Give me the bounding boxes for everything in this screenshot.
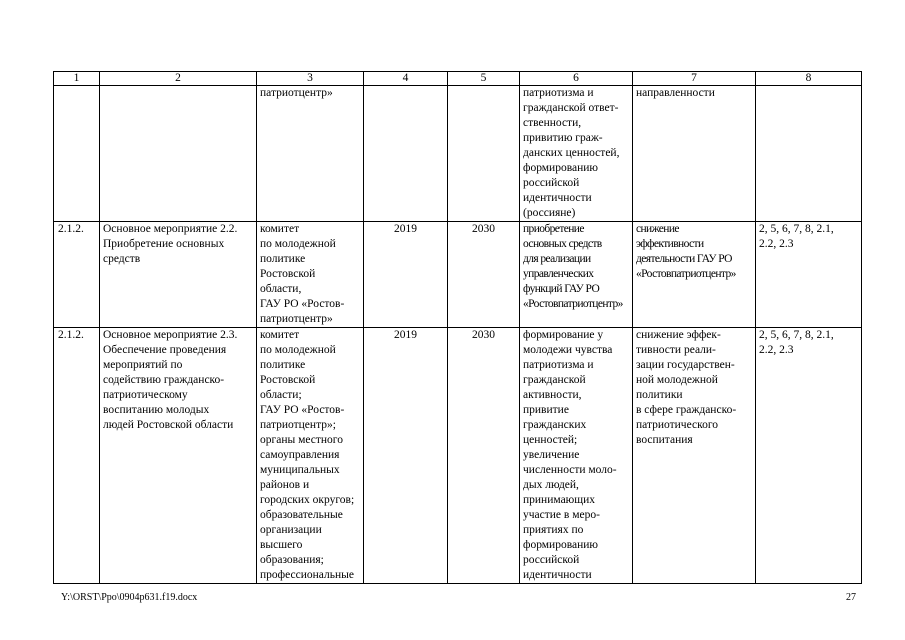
column-header: 7 xyxy=(633,72,756,86)
column-header: 1 xyxy=(54,72,100,86)
column-header: 8 xyxy=(756,72,862,86)
consequences-cell: снижение эффективности деятельности ГАУ РО «Ростовпатриотцентр» xyxy=(633,222,756,328)
measure-name-cell: Основное мероприятие 2.3. Обеспечение проведения мероприятий по содействию гражданско- патриотическому воспитанию молодых людей Ростовской области xyxy=(100,328,257,584)
executor-cell: комитет по молодежной политике Ростовской области; ГАУ РО «Ростов- патриотцентр»; органы местного самоуправления муниципальных районов и городских округов; образовательные организации высшего образования; профессиональные xyxy=(257,328,364,584)
consequences-cell: направленности xyxy=(633,86,756,222)
row-number-cell: 2.1.2. xyxy=(54,328,100,584)
table-row xyxy=(54,222,862,328)
column-header: 5 xyxy=(448,72,520,86)
start-year-cell xyxy=(364,86,448,222)
measure-name-cell xyxy=(100,86,257,222)
start-year-cell: 2019 xyxy=(364,328,448,584)
measure-name-cell: Основное мероприятие 2.2. Приобретение основных средств xyxy=(100,222,257,328)
measures-table xyxy=(53,71,862,584)
expected-result-cell: патриотизма и гражданской ответ- ственности, привитию граж- данских ценностей, формированию российской идентичности (россияне) xyxy=(520,86,633,222)
start-year-cell: 2019 xyxy=(364,222,448,328)
end-year-cell xyxy=(448,86,520,222)
end-year-cell: 2030 xyxy=(448,222,520,328)
indicators-cell: 2, 5, 6, 7, 8, 2.1, 2.2, 2.3 xyxy=(756,222,862,328)
table-row xyxy=(54,328,862,584)
column-header: 3 xyxy=(257,72,364,86)
file-path-footer: Y:\ORST\Ppo\0904p631.f19.docx xyxy=(61,592,198,603)
expected-result-cell: формирование у молодежи чувства патриотизма и гражданской активности, привитие гражданских ценностей; увеличение численности моло- дых людей, принимающих участие в меро- приятиях по формированию российской идентичности xyxy=(520,328,633,584)
page-number: 27 xyxy=(846,592,856,603)
table-row xyxy=(54,86,862,222)
column-header: 4 xyxy=(364,72,448,86)
expected-result-cell: приобретение основных средств для реализации управленческих функций ГАУ РО «Ростовпатриотцентр» xyxy=(520,222,633,328)
indicators-cell xyxy=(756,86,862,222)
column-header: 6 xyxy=(520,72,633,86)
column-header: 2 xyxy=(100,72,257,86)
end-year-cell: 2030 xyxy=(448,328,520,584)
executor-cell: комитет по молодежной политике Ростовской области, ГАУ РО «Ростов- патриотцентр» xyxy=(257,222,364,328)
consequences-cell: снижение эффек- тивности реали- зации государствен- ной молодежной политики в сфере гражданско- патриотического воспитания xyxy=(633,328,756,584)
column-number-row xyxy=(54,72,862,86)
row-number-cell xyxy=(54,86,100,222)
indicators-cell: 2, 5, 6, 7, 8, 2.1, 2.2, 2.3 xyxy=(756,328,862,584)
row-number-cell: 2.1.2. xyxy=(54,222,100,328)
executor-cell: патриотцентр» xyxy=(257,86,364,222)
